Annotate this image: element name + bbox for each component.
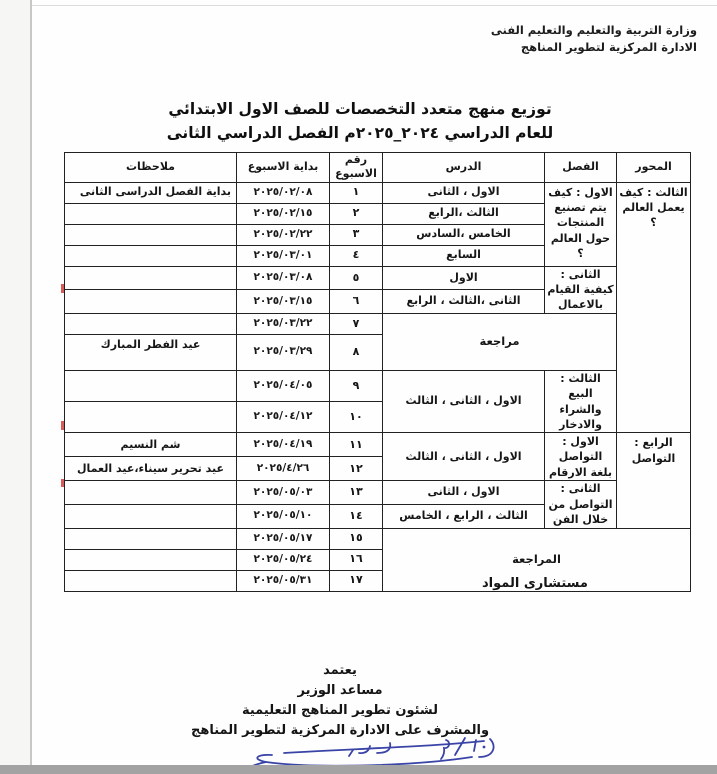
review-cell: المراجعة (383, 528, 691, 591)
note-cell: شم النسيم (65, 433, 237, 457)
note-cell (65, 528, 237, 549)
week-no-cell: ٧ (330, 313, 383, 334)
scan-margin (0, 0, 30, 774)
approval-line-supervisor: والمشرف على الادارة المركزية لتطوير المناهج (190, 723, 490, 738)
week-no-cell: ١٥ (330, 528, 383, 549)
week-no-cell: ١١ (330, 433, 383, 457)
lesson-cell: الاول ، الثانى ، الثالث (383, 370, 545, 433)
week-start-cell: ٢٠٢٥/٠٣/١٥ (237, 290, 330, 314)
lesson-cell: السابع (383, 245, 545, 266)
scan-artifact-mark (61, 284, 64, 293)
fasl-cell: الثانى : التواصل من خلال الفن (545, 481, 617, 528)
table-row (65, 433, 691, 457)
lesson-cell: الثالث ، الرابع ، الخامس (383, 504, 545, 528)
week-start-cell: ٢٠٢٥/٠٥/٢٤ (237, 549, 330, 570)
header-fasl: الفصل (545, 153, 617, 183)
lesson-cell: الاول ، الثانى (383, 182, 545, 203)
week-start-cell: ٢٠٢٥/٤/٢٦ (237, 457, 330, 481)
week-no-cell: ١٦ (330, 549, 383, 570)
fasl-cell: الاول : التواصل بلغة الارقام (545, 433, 617, 481)
lesson-cell: الاول ، الثانى ، الثالث (383, 433, 545, 481)
approval-line-deputy-minister: مساعد الوزير (297, 683, 383, 698)
lesson-cell: الاول (383, 266, 545, 290)
week-no-cell: ٨ (330, 334, 383, 370)
fasl-cell: الثانى : كيفية القيام بالاعمال (545, 266, 617, 313)
note-cell (65, 570, 237, 591)
lesson-cell: الخامس ،السادس (383, 224, 545, 245)
week-no-cell: ١٠ (330, 402, 383, 433)
note-cell (65, 290, 237, 314)
table-row (65, 528, 691, 549)
week-start-cell: ٢٠٢٥/٠٢/٢٢ (237, 224, 330, 245)
week-no-cell: ٢ (330, 203, 383, 224)
fasl-cell: الاول : كيف يتم تصنيع المنتجات حول العالم ؟ (545, 182, 617, 266)
week-start-cell: ٢٠٢٥/٠٥/٣١ (237, 570, 330, 591)
week-no-cell: ١٤ (330, 504, 383, 528)
note-cell (65, 224, 237, 245)
week-start-cell: ٢٠٢٥/٠٥/١٧ (237, 528, 330, 549)
week-start-cell: ٢٠٢٥/٠٢/٠٨ (237, 182, 330, 203)
lesson-cell: الثالث ،الرابع (383, 203, 545, 224)
approval-line-affairs: لشئون تطوير المناهج التعليمية (241, 703, 439, 718)
header-week-no: رقم الاسبوع (330, 153, 383, 183)
week-no-cell: ٦ (330, 290, 383, 314)
header-mehwar: المحور (617, 153, 691, 183)
lesson-cell: الثانى ،الثالث ، الرابع (383, 290, 545, 314)
note-cell (65, 245, 237, 266)
week-start-cell: ٢٠٢٥/٠٣/٠١ (237, 245, 330, 266)
week-start-cell: ٢٠٢٥/٠٢/١٥ (237, 203, 330, 224)
letterhead-line2: الادارة المركزية لتطوير المناهج (520, 40, 697, 55)
week-no-cell: ٩ (330, 370, 383, 401)
table-header-row (65, 153, 691, 183)
review-cell: مراجعة (383, 313, 617, 370)
note-cell: عيد تحرير سيناء،عيد العمال (65, 457, 237, 481)
note-cell: بداية الفصل الدراسى الثانى (65, 182, 237, 203)
note-cell (65, 370, 237, 401)
curriculum-distribution-table (64, 152, 691, 592)
week-no-cell: ٣ (330, 224, 383, 245)
table-row (65, 370, 691, 401)
table-row (65, 182, 691, 203)
header-notes: ملاحظات (65, 153, 237, 183)
lesson-cell: الاول ، الثانى (383, 481, 545, 505)
header-dars: الدرس (383, 153, 545, 183)
mehwar-cell: الرابع : التواصل (617, 433, 691, 528)
week-no-cell: ١ (330, 182, 383, 203)
scan-artifact-mark (61, 421, 64, 430)
note-cell (65, 549, 237, 570)
note-cell (65, 313, 237, 334)
scan-page-edge (30, 0, 32, 774)
scan-top-edge (32, 5, 717, 6)
week-no-cell: ١٣ (330, 481, 383, 505)
week-no-cell: ١٢ (330, 457, 383, 481)
approval-line-approved: يعتمد (323, 663, 357, 678)
week-start-cell: ٢٠٢٥/٠٤/٠٥ (237, 370, 330, 401)
ministry-letterhead (491, 22, 697, 57)
note-cell (65, 504, 237, 528)
week-no-cell: ٥ (330, 266, 383, 290)
week-start-cell: ٢٠٢٥/٠٣/٢٢ (237, 313, 330, 334)
table-row (65, 266, 691, 290)
week-start-cell: ٢٠٢٥/٠٥/٠٣ (237, 481, 330, 505)
week-start-cell: ٢٠٢٥/٠٥/١٠ (237, 504, 330, 528)
document-title (60, 97, 660, 145)
note-cell: عيد الفطر المبارك (65, 334, 237, 370)
subject-consultants-label: مستشارى المواد (482, 576, 588, 591)
note-cell (65, 203, 237, 224)
week-start-cell: ٢٠٢٥/٠٤/١٩ (237, 433, 330, 457)
scan-artifact-mark (61, 479, 64, 487)
letterhead-line1: وزارة التربية والتعليم والتعليم الفنى (490, 23, 697, 37)
header-week-start: بداية الاسبوع (237, 153, 330, 183)
title-line2: للعام الدراسي ٢٠٢٤_٢٠٢٥م الفصل الدراسي الثانى (166, 124, 554, 143)
note-cell (65, 402, 237, 433)
scan-bottom-edge (0, 765, 717, 774)
note-cell (65, 481, 237, 505)
fasl-cell: الثالث : البيع والشراء والادخار (545, 370, 617, 433)
table-row (65, 481, 691, 505)
week-start-cell: ٢٠٢٥/٠٣/٠٨ (237, 266, 330, 290)
week-start-cell: ٢٠٢٥/٠٣/٢٩ (237, 334, 330, 370)
week-no-cell: ٤ (330, 245, 383, 266)
table-row (65, 313, 691, 334)
week-start-cell: ٢٠٢٥/٠٤/١٢ (237, 402, 330, 433)
note-cell (65, 266, 237, 290)
title-line1: توزيع منهج متعدد التخصصات للصف الاول الابتدائي (168, 100, 552, 118)
mehwar-cell: الثالث : كيف يعمل العالم ؟ (617, 182, 691, 433)
week-no-cell: ١٧ (330, 570, 383, 591)
